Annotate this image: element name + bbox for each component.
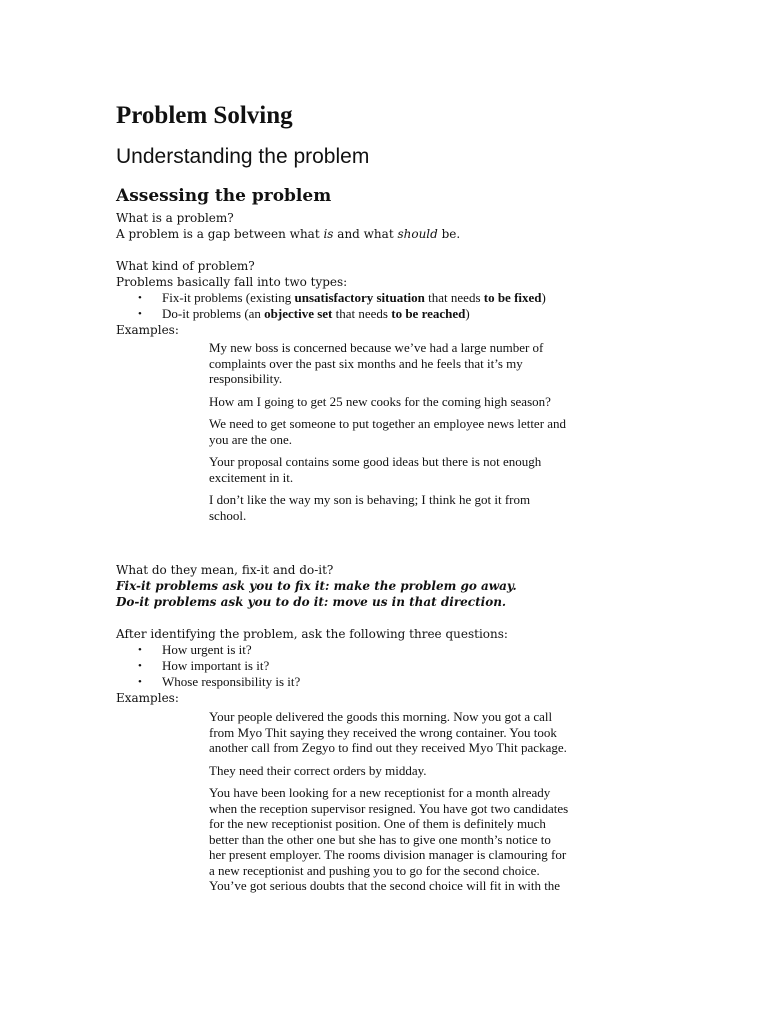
section-heading: Assessing the problem: [116, 186, 332, 206]
page-title: Problem Solving: [116, 102, 293, 129]
example-item: My new boss is concerned because we’ve had a large number of complaints over the past six months and he feels that it’s my responsibility.: [209, 340, 544, 386]
types-intro: Problems basically fall into two types:: [116, 275, 348, 289]
bullet-icon: •: [138, 660, 142, 672]
list-item: • Whose responsibility is it?: [138, 674, 301, 689]
bullet-icon: •: [138, 308, 142, 320]
examples-label: Examples:: [116, 323, 179, 337]
bullet-icon: •: [138, 292, 142, 304]
fix-it-meaning: Fix-it problems ask you to fix it: make the problem go away.: [116, 579, 517, 593]
list-item: • Fix-it problems (existing unsatisfactory situation that needs to be fixed): [138, 290, 546, 305]
problem-definition: A problem is a gap between what is and what should be.: [116, 227, 461, 241]
meaning-block: [116, 562, 676, 706]
example-item: You have been looking for a new receptionist for a month already when the reception supervisor resigned. You have got two candidates for the new receptionist position. One of them is definitely much better than the other one but she has to give one month’s notice to her present employer. The rooms division manager is clamouring for a new receptionist and pushing you to go for the second choice. You’ve got serious doubts that the second choice will fit in with the: [209, 785, 569, 893]
example-item: They need their correct orders by midday.: [209, 762, 427, 778]
examples-list-1: [209, 340, 569, 530]
bullet-icon: •: [138, 676, 142, 688]
list-item: • How important is it?: [138, 658, 270, 673]
do-it-meaning: Do-it problems ask you to do it: move us in that direction.: [116, 595, 507, 609]
list-item: • Do-it problems (an objective set that needs to be reached): [138, 306, 470, 321]
example-item: Your people delivered the goods this morning. Now you got a call from Myo Thit saying they received the wrong container. You took another call from Zegyo to find out they received Myo Thit package.: [209, 709, 567, 755]
example-item: Your proposal contains some good ideas but there is not enough excitement in it.: [209, 454, 542, 485]
question-what-is-problem: What is a problem?: [116, 211, 234, 225]
problem-types-list: [116, 290, 676, 322]
bullet-icon: •: [138, 644, 142, 656]
chapter-heading: Understanding the problem: [116, 145, 370, 168]
example-item: We need to get someone to put together an employee news letter and you are the one.: [209, 416, 567, 447]
examples-label: Examples:: [116, 691, 179, 705]
example-item: How am I going to get 25 new cooks for the coming high season?: [209, 393, 551, 409]
example-item: I don’t like the way my son is behaving; I think he got it from school.: [209, 492, 531, 523]
examples-list-2: [209, 709, 569, 901]
list-item: • How urgent is it?: [138, 642, 252, 657]
question-what-kind: What kind of problem?: [116, 259, 255, 273]
three-questions-list: [116, 642, 676, 690]
question-what-mean: What do they mean, fix-it and do-it?: [116, 563, 334, 577]
three-questions-intro: After identifying the problem, ask the following three questions:: [116, 627, 508, 641]
definition-block: [116, 210, 676, 338]
